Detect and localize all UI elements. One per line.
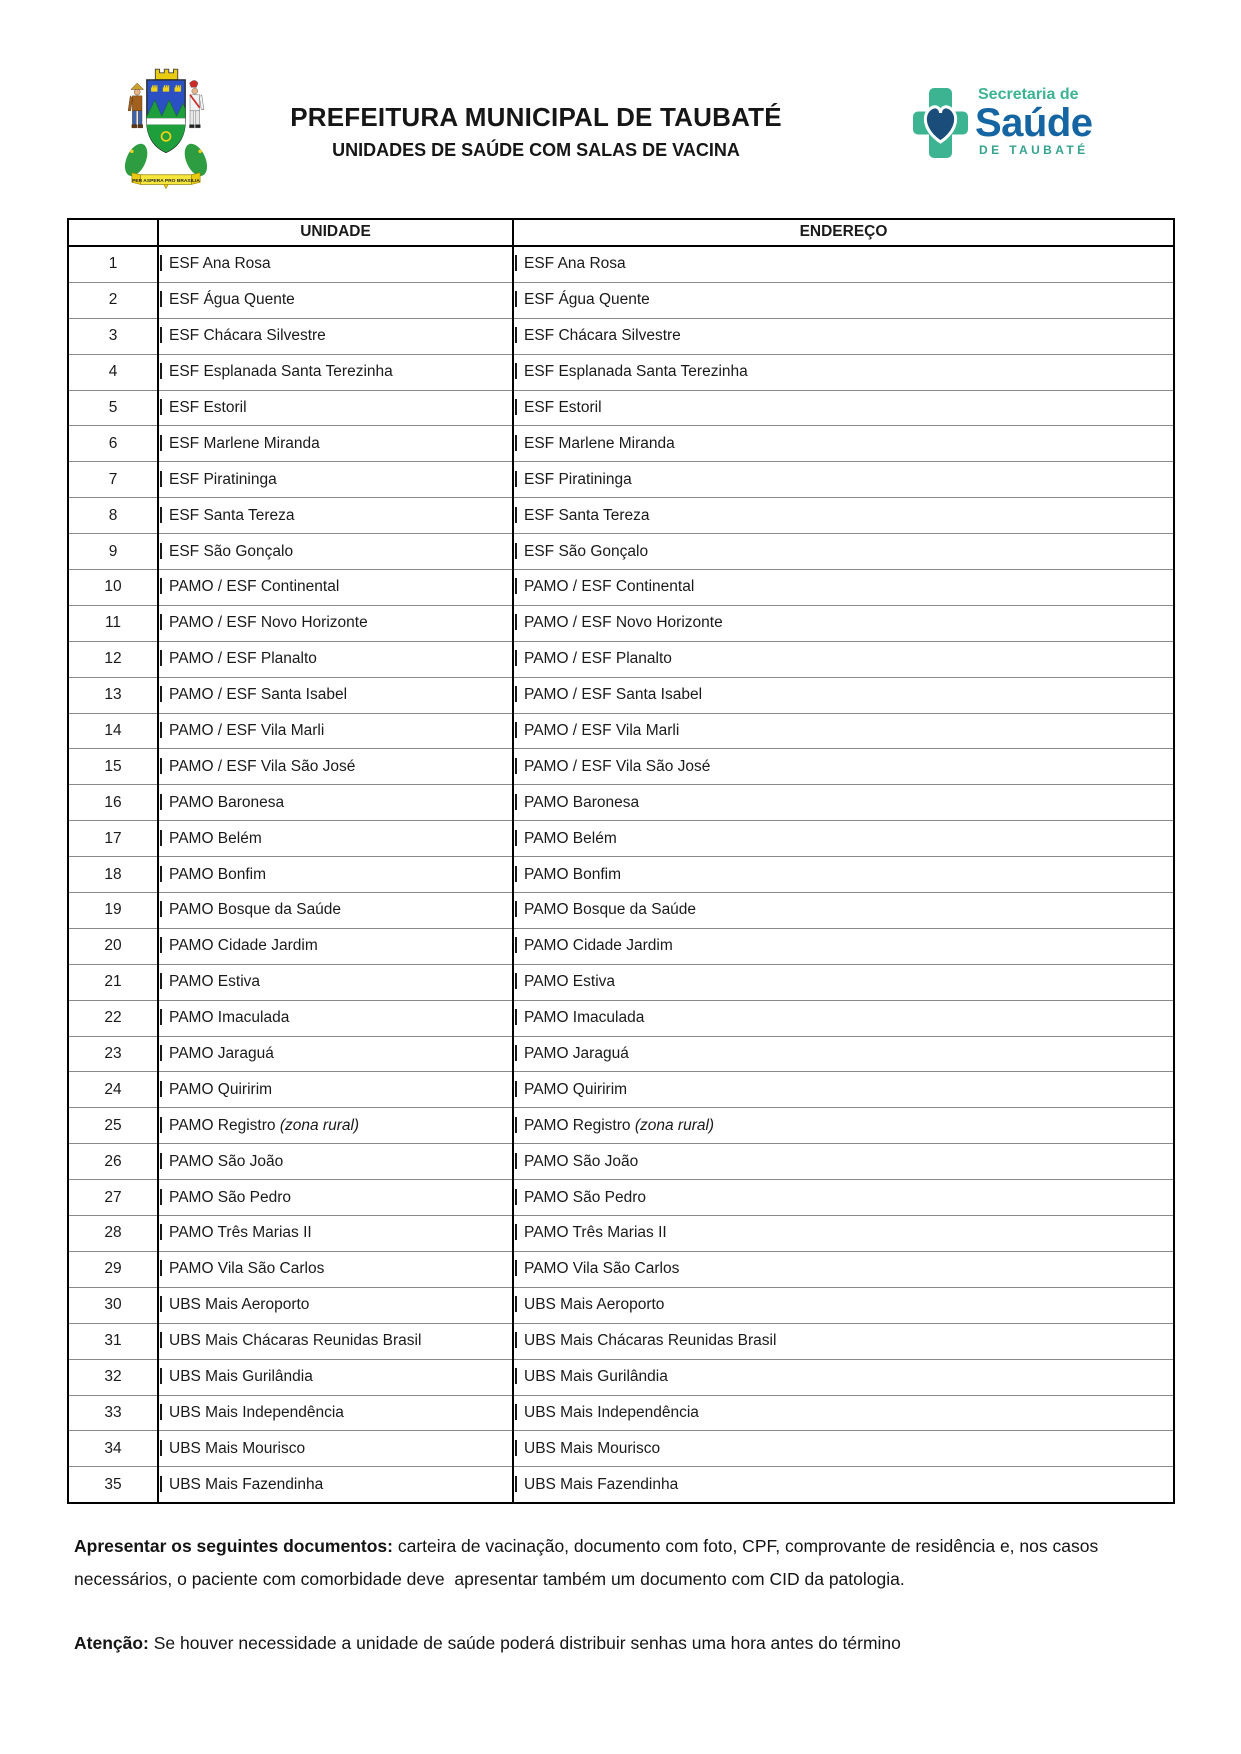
table-row — [68, 462, 1174, 498]
row-number: 33 — [68, 1395, 158, 1431]
row-number: 32 — [68, 1359, 158, 1395]
endereco-cell: PAMO Imaculada — [513, 1000, 1174, 1036]
logo-line1: Secretaria de — [978, 86, 1079, 103]
footer-notes — [74, 1512, 1170, 1677]
table-row — [68, 605, 1174, 641]
unidade-cell: PAMO Cidade Jardim — [158, 928, 513, 964]
table-row — [68, 893, 1174, 929]
header-endereco: ENDEREÇO — [513, 219, 1174, 246]
endereco-cell: PAMO Cidade Jardim — [513, 928, 1174, 964]
table-row — [68, 1000, 1174, 1036]
table-row — [68, 498, 1174, 534]
table-row — [68, 318, 1174, 354]
row-number: 17 — [68, 821, 158, 857]
unidade-cell: PAMO / ESF Continental — [158, 570, 513, 606]
unidade-cell: ESF Ana Rosa — [158, 246, 513, 282]
attention-note-text: Se houver necessidade a unidade de saúde poderá distribuir senhas uma hora antes do término — [148, 1632, 901, 1653]
units-table — [67, 218, 1175, 1504]
unidade-cell: ESF Água Quente — [158, 282, 513, 318]
document-header — [214, 102, 858, 161]
row-number: 16 — [68, 785, 158, 821]
unidade-cell: PAMO Baronesa — [158, 785, 513, 821]
unidade-cell: ESF Santa Tereza — [158, 498, 513, 534]
unidade-cell: PAMO Quiririm — [158, 1072, 513, 1108]
table-row — [68, 964, 1174, 1000]
row-number: 30 — [68, 1287, 158, 1323]
table-row — [68, 246, 1174, 282]
unidade-cell: PAMO / ESF Vila São José — [158, 749, 513, 785]
table-row — [68, 426, 1174, 462]
table-row — [68, 1323, 1174, 1359]
row-number: 15 — [68, 749, 158, 785]
row-number: 1 — [68, 246, 158, 282]
table-row — [68, 1287, 1174, 1323]
row-number: 31 — [68, 1323, 158, 1359]
unidade-cell: ESF Piratininga — [158, 462, 513, 498]
endereco-cell: PAMO / ESF Santa Isabel — [513, 677, 1174, 713]
endereco-cell: UBS Mais Mourisco — [513, 1431, 1174, 1467]
row-number: 10 — [68, 570, 158, 606]
row-number: 14 — [68, 713, 158, 749]
endereco-cell: UBS Mais Chácaras Reunidas Brasil — [513, 1323, 1174, 1359]
logo-line2: Saúde — [975, 101, 1093, 145]
crest-motto: PER ASPERA PRO BRASILIA — [132, 178, 200, 184]
endereco-cell: PAMO / ESF Vila São José — [513, 749, 1174, 785]
table-row — [68, 857, 1174, 893]
row-number: 26 — [68, 1144, 158, 1180]
unidade-cell: PAMO Três Marias II — [158, 1216, 513, 1252]
documents-note-label: Apresentar os seguintes documentos: — [74, 1535, 393, 1556]
endereco-cell: PAMO Belém — [513, 821, 1174, 857]
table-row — [68, 821, 1174, 857]
endereco-cell: PAMO Jaraguá — [513, 1036, 1174, 1072]
table-row — [68, 1180, 1174, 1216]
table-row — [68, 534, 1174, 570]
table-row — [68, 785, 1174, 821]
row-number: 9 — [68, 534, 158, 570]
unidade-cell: PAMO / ESF Santa Isabel — [158, 677, 513, 713]
table-row — [68, 677, 1174, 713]
row-number: 28 — [68, 1216, 158, 1252]
unidade-cell: UBS Mais Independência — [158, 1395, 513, 1431]
saude-logo-icon — [912, 80, 1162, 166]
row-number: 6 — [68, 426, 158, 462]
endereco-cell: ESF São Gonçalo — [513, 534, 1174, 570]
unidade-cell: PAMO Estiva — [158, 964, 513, 1000]
unidade-cell: PAMO Jaraguá — [158, 1036, 513, 1072]
table-row — [68, 749, 1174, 785]
unidade-cell: UBS Mais Mourisco — [158, 1431, 513, 1467]
endereco-cell: PAMO / ESF Planalto — [513, 641, 1174, 677]
right-supporter — [189, 80, 203, 127]
unidade-cell: PAMO Bonfim — [158, 857, 513, 893]
page-title: PREFEITURA MUNICIPAL DE TAUBATÉ — [290, 102, 782, 132]
table-row — [68, 1359, 1174, 1395]
endereco-cell: PAMO Bonfim — [513, 857, 1174, 893]
row-number: 27 — [68, 1180, 158, 1216]
documents-note-text: carteira de vacinação, documento com foto, CPF, comprovante de residência e, nos casos necessários, o paciente com comorbidade deve apresentar também um documento com CID da patologia. — [74, 1535, 1099, 1589]
table-row — [68, 1108, 1174, 1144]
taubate-coat-of-arms — [120, 66, 212, 199]
table-row — [68, 713, 1174, 749]
table-row — [68, 390, 1174, 426]
table-header-row — [68, 219, 1174, 246]
table-row — [68, 1072, 1174, 1108]
secretaria-saude-logo — [912, 80, 1162, 171]
endereco-cell: PAMO / ESF Continental — [513, 570, 1174, 606]
endereco-cell: PAMO Bosque da Saúde — [513, 893, 1174, 929]
endereco-cell: ESF Esplanada Santa Terezinha — [513, 354, 1174, 390]
endereco-cell: PAMO Vila São Carlos — [513, 1251, 1174, 1287]
attention-note-label: Atenção: — [74, 1632, 149, 1653]
endereco-cell: PAMO Baronesa — [513, 785, 1174, 821]
row-number: 7 — [68, 462, 158, 498]
endereco-cell: ESF Ana Rosa — [513, 246, 1174, 282]
row-number: 22 — [68, 1000, 158, 1036]
cross-heart-icon — [913, 88, 968, 158]
row-number: 8 — [68, 498, 158, 534]
unidade-cell: PAMO São João — [158, 1144, 513, 1180]
unidade-cell: PAMO / ESF Novo Horizonte — [158, 605, 513, 641]
endereco-cell: ESF Estoril — [513, 390, 1174, 426]
endereco-cell: UBS Mais Independência — [513, 1395, 1174, 1431]
endereco-cell: ESF Santa Tereza — [513, 498, 1174, 534]
row-number: 29 — [68, 1251, 158, 1287]
endereco-cell: ESF Marlene Miranda — [513, 426, 1174, 462]
row-number: 3 — [68, 318, 158, 354]
unidade-cell: UBS Mais Fazendinha — [158, 1467, 513, 1503]
unidade-cell: PAMO / ESF Vila Marli — [158, 713, 513, 749]
row-number: 13 — [68, 677, 158, 713]
endereco-cell: PAMO / ESF Novo Horizonte — [513, 605, 1174, 641]
table-row — [68, 282, 1174, 318]
unidade-cell: PAMO / ESF Planalto — [158, 641, 513, 677]
header-unidade: UNIDADE — [158, 219, 513, 246]
table-row — [68, 928, 1174, 964]
table-row — [68, 1036, 1174, 1072]
unidade-cell: PAMO Bosque da Saúde — [158, 893, 513, 929]
row-number: 34 — [68, 1431, 158, 1467]
endereco-cell: UBS Mais Aeroporto — [513, 1287, 1174, 1323]
endereco-cell: UBS Mais Fazendinha — [513, 1467, 1174, 1503]
table-row — [68, 1431, 1174, 1467]
endereco-cell: PAMO Estiva — [513, 964, 1174, 1000]
endereco-cell: PAMO Quiririm — [513, 1072, 1174, 1108]
endereco-cell: PAMO Três Marias II — [513, 1216, 1174, 1252]
endereco-cell: PAMO São João — [513, 1144, 1174, 1180]
row-number: 24 — [68, 1072, 158, 1108]
row-number: 23 — [68, 1036, 158, 1072]
row-number: 4 — [68, 354, 158, 390]
row-number: 19 — [68, 893, 158, 929]
unidade-cell: ESF Esplanada Santa Terezinha — [158, 354, 513, 390]
endereco-cell: PAMO São Pedro — [513, 1180, 1174, 1216]
left-supporter — [128, 83, 143, 128]
row-number: 11 — [68, 605, 158, 641]
unidade-cell: PAMO Vila São Carlos — [158, 1251, 513, 1287]
unidade-cell: PAMO Belém — [158, 821, 513, 857]
table-row — [68, 1251, 1174, 1287]
row-number: 12 — [68, 641, 158, 677]
row-number: 18 — [68, 857, 158, 893]
table-row — [68, 1144, 1174, 1180]
endereco-cell: PAMO / ESF Vila Marli — [513, 713, 1174, 749]
endereco-cell: ESF Piratininga — [513, 462, 1174, 498]
unidade-cell: PAMO São Pedro — [158, 1180, 513, 1216]
unidade-cell: UBS Mais Chácaras Reunidas Brasil — [158, 1323, 513, 1359]
documents-note — [74, 1530, 1170, 1596]
table-row — [68, 1395, 1174, 1431]
endereco-cell: ESF Chácara Silvestre — [513, 318, 1174, 354]
table-row — [68, 1467, 1174, 1503]
table-row — [68, 1216, 1174, 1252]
row-number: 5 — [68, 390, 158, 426]
row-number: 25 — [68, 1108, 158, 1144]
row-number: 21 — [68, 964, 158, 1000]
table-row — [68, 354, 1174, 390]
unidade-cell: ESF Marlene Miranda — [158, 426, 513, 462]
table-row — [68, 570, 1174, 606]
unidade-cell: ESF Estoril — [158, 390, 513, 426]
endereco-cell: PAMO Registro (zona rural) — [513, 1108, 1174, 1144]
unidade-cell: PAMO Imaculada — [158, 1000, 513, 1036]
row-number: 20 — [68, 928, 158, 964]
unidade-cell: ESF São Gonçalo — [158, 534, 513, 570]
header-number — [68, 219, 158, 246]
unidade-cell: UBS Mais Gurilândia — [158, 1359, 513, 1395]
unidade-cell: ESF Chácara Silvestre — [158, 318, 513, 354]
page-subtitle: UNIDADES DE SAÚDE COM SALAS DE VACINA — [332, 140, 740, 160]
endereco-cell: ESF Água Quente — [513, 282, 1174, 318]
row-number: 35 — [68, 1467, 158, 1503]
attention-note — [74, 1627, 1170, 1660]
table-body — [68, 246, 1174, 1503]
endereco-cell: UBS Mais Gurilândia — [513, 1359, 1174, 1395]
coat-of-arms-icon — [120, 66, 212, 194]
logo-line3: DE TAUBATÉ — [979, 143, 1089, 157]
table-row — [68, 641, 1174, 677]
unidade-cell: PAMO Registro (zona rural) — [158, 1108, 513, 1144]
unidade-cell: UBS Mais Aeroporto — [158, 1287, 513, 1323]
row-number: 2 — [68, 282, 158, 318]
